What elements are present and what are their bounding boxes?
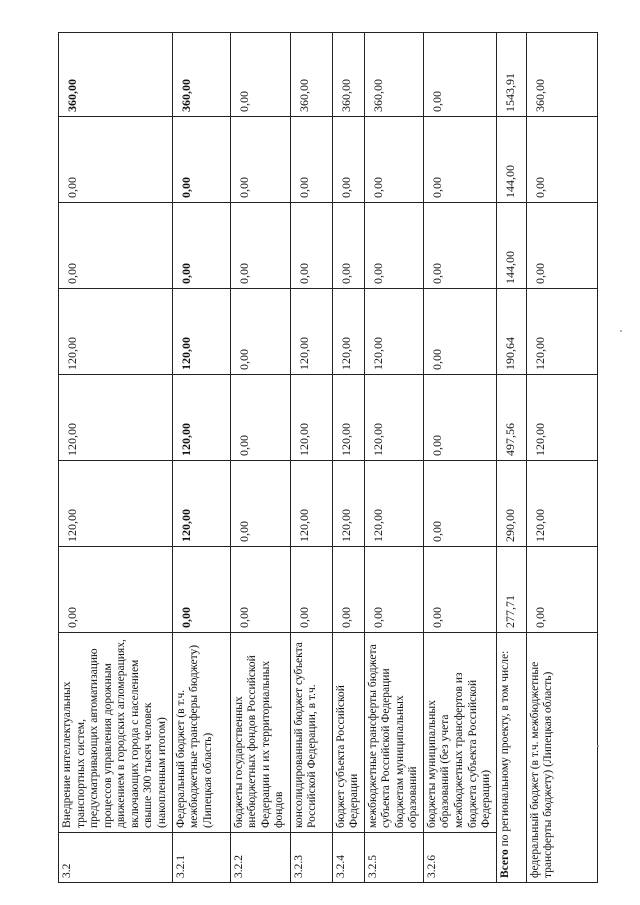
value-cell: 120,00	[364, 375, 423, 461]
value-cell: 360,00	[364, 33, 423, 117]
value-cell: 360,00	[59, 33, 173, 117]
value-cell: 120,00	[332, 375, 364, 461]
value-cell: 0,00	[526, 117, 597, 203]
value-cell: 0,00	[59, 203, 173, 289]
value-cell: 0,00	[230, 203, 290, 289]
value-cell: 0,00	[59, 547, 173, 633]
value-cell: 290,00	[496, 461, 526, 547]
row-name: федеральный бюджет (в т.ч. межбюджетные трансферты бюджету) (Липецкая область)	[526, 633, 597, 883]
value-cell: 0,00	[423, 461, 496, 547]
value-cell: 0,00	[230, 375, 290, 461]
value-cell: 0,00	[423, 117, 496, 203]
value-cell: 120,00	[526, 375, 597, 461]
value-cell: 0,00	[290, 547, 332, 633]
row-number: 3.2.6	[423, 833, 496, 883]
row-number: 3.2.1	[172, 833, 230, 883]
row-number: 3.2	[59, 833, 173, 883]
value-cell: 0,00	[172, 547, 230, 633]
value-cell: 277,71	[496, 547, 526, 633]
value-cell: 497,56	[496, 375, 526, 461]
value-cell: 0,00	[423, 33, 496, 117]
value-cell: 120,00	[290, 375, 332, 461]
value-cell: 0,00	[364, 117, 423, 203]
value-cell: 0,00	[364, 547, 423, 633]
row-name: Федеральный бюджет (в т.ч. межбюджетные трансферы бюджету) (Липецкая область)	[172, 633, 230, 833]
value-cell: 120,00	[59, 375, 173, 461]
table-row	[172, 33, 230, 883]
value-cell: 0,00	[59, 117, 173, 203]
value-cell: 120,00	[172, 375, 230, 461]
value-cell: 0,00	[230, 461, 290, 547]
row-name: бюджеты муниципальных образований (без учета межбюджетных трансфертов из бюджета субъекта Российской Федерации)	[423, 633, 496, 833]
value-cell: 0,00	[290, 117, 332, 203]
value-cell: 120,00	[59, 289, 173, 375]
value-cell: 120,00	[290, 289, 332, 375]
value-cell: 0,00	[423, 289, 496, 375]
total-row	[496, 33, 526, 883]
table-row	[364, 33, 423, 883]
value-cell: 120,00	[290, 461, 332, 547]
value-cell: 120,00	[526, 461, 597, 547]
scan-speck	[620, 330, 622, 332]
value-cell: 0,00	[290, 203, 332, 289]
row-number: 3.2.2	[230, 833, 290, 883]
value-cell: 0,00	[423, 375, 496, 461]
table-row	[423, 33, 496, 883]
value-cell: 0,00	[423, 203, 496, 289]
value-cell: 0,00	[364, 203, 423, 289]
row-number: 3.2.5	[364, 833, 423, 883]
value-cell: 120,00	[526, 289, 597, 375]
value-cell: 0,00	[230, 33, 290, 117]
value-cell: 120,00	[364, 461, 423, 547]
row-number: 3.2.4	[332, 833, 364, 883]
value-cell: 120,00	[332, 289, 364, 375]
table-row	[332, 33, 364, 883]
row-name: Внедрение интеллектуальных транспортных систем, предусматривающих автоматизацию процессов управления дорожным движением в городских агломерациях, включающих города с населением свыше 300 тысяч человек (накопленным итогом)	[59, 633, 173, 833]
value-cell: 0,00	[230, 289, 290, 375]
value-cell: 120,00	[172, 461, 230, 547]
value-cell: 120,00	[364, 289, 423, 375]
value-cell: 360,00	[332, 33, 364, 117]
row-name: бюджет субъекта Российской Федерации	[332, 633, 364, 833]
value-cell: 0,00	[332, 203, 364, 289]
value-cell: 0,00	[172, 203, 230, 289]
row-number: 3.2.3	[290, 833, 332, 883]
value-cell: 144,00	[496, 203, 526, 289]
federal-row	[526, 33, 597, 883]
row-name: межбюджетные трансферты бюджета субъекта Российской Федерации бюджетам муниципальных образований	[364, 633, 423, 833]
value-cell: 360,00	[290, 33, 332, 117]
value-cell: 0,00	[172, 117, 230, 203]
value-cell: 360,00	[172, 33, 230, 117]
value-cell: 1543,91	[496, 33, 526, 117]
value-cell: 190,64	[496, 289, 526, 375]
value-cell: 0,00	[332, 547, 364, 633]
scan-speck	[597, 745, 599, 747]
table-row	[59, 33, 173, 883]
value-cell: 0,00	[526, 547, 597, 633]
value-cell: 144,00	[496, 117, 526, 203]
table-row	[290, 33, 332, 883]
value-cell: 0,00	[230, 547, 290, 633]
row-name: бюджеты государственных внебюджетных фондов Российской Федерации и их территориальных фондов	[230, 633, 290, 833]
total-label: Всего по региональному проекту, в том числе:	[496, 633, 526, 883]
row-name: консолидированный бюджет субъекта Российской Федерации, в т.ч.	[290, 633, 332, 833]
value-cell: 0,00	[526, 203, 597, 289]
value-cell: 0,00	[423, 547, 496, 633]
value-cell: 0,00	[230, 117, 290, 203]
budget-table	[58, 32, 598, 883]
rotated-table-wrapper	[58, 33, 555, 883]
value-cell: 120,00	[332, 461, 364, 547]
value-cell: 360,00	[526, 33, 597, 117]
value-cell: 120,00	[59, 461, 173, 547]
value-cell: 120,00	[172, 289, 230, 375]
table-row	[230, 33, 290, 883]
value-cell: 0,00	[332, 117, 364, 203]
